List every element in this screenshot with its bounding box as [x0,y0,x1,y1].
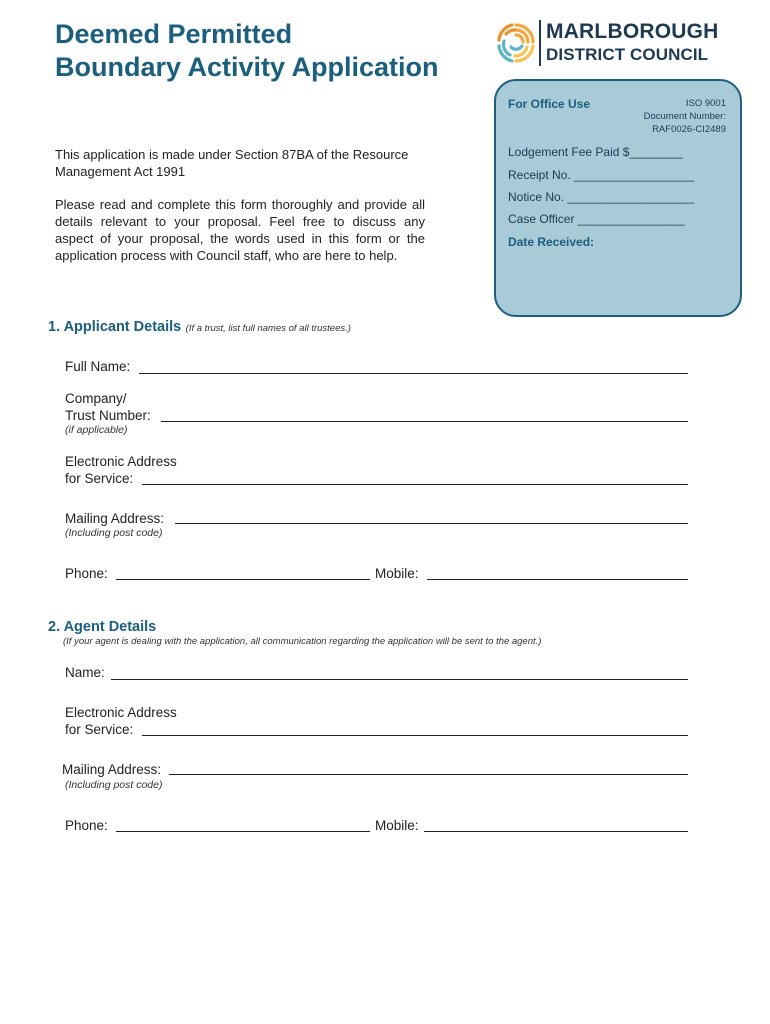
agent-mobile-label: Mobile: [375,818,419,833]
agent-mobile-input[interactable] [424,831,688,832]
doc-number: RAF0026-CI2489 [652,124,726,135]
date-received-label: Date Received: [508,235,595,249]
case-officer-field[interactable]: Case Officer ________________ [508,212,685,226]
office-use-box [494,79,742,317]
company-label-1: Company/ [65,391,127,406]
logo-divider [539,20,541,66]
agent-electronic-address-input[interactable] [142,735,688,736]
section-2-title: 2. Agent Details [48,619,157,635]
section-1-note: (If a trust, list full names of all trustees.) [185,323,351,334]
agent-name-label: Name: [65,665,105,680]
company-note: (if applicable) [65,424,128,436]
iso-label: ISO 9001 [685,98,726,109]
mobile-input[interactable] [427,579,688,580]
mailing-address-note: (Including post code) [65,527,163,539]
logo-line-1: MARLBOROUGH [546,20,719,43]
notice-number-field[interactable]: Notice No. ___________________ [508,190,695,204]
full-name-input[interactable] [139,373,688,374]
intro-paragraph-2: Please read and complete this form thoroughly and provide all details relevant to your proposal. Feel free to discuss any aspect of your proposal, the words used in this form or the application process with Council staff, who are here to help. [55,197,425,263]
iso-info [644,97,726,136]
section-1-heading [48,318,351,336]
intro-paragraph-1: This application is made under Section 87BA of the Resource Management Act 1991 [55,147,409,179]
agent-name-input[interactable] [111,679,688,680]
section-1-title: 1. Applicant Details [48,319,182,335]
full-name-label: Full Name: [65,359,131,374]
office-use-heading: For Office Use [508,97,591,111]
marlborough-sun-logo-icon [496,19,536,67]
section-2-note: (If your agent is dealing with the application, all communication regarding the application will be sent to the agent.) [63,636,542,647]
agent-electronic-address-label-2: for Service: [65,722,134,737]
logo-line-2: DISTRICT COUNCIL [546,45,709,64]
title-line-1: Deemed Permitted [55,19,293,49]
electronic-address-label-2: for Service: [65,471,134,486]
electronic-address-label-1: Electronic Address [65,454,177,469]
logo-wordmark [546,20,719,66]
electronic-address-input[interactable] [142,484,688,485]
mailing-address-label: Mailing Address: [65,511,165,526]
agent-mailing-address-note: (Including post code) [65,779,163,791]
company-input[interactable] [161,421,688,422]
receipt-number-field[interactable]: Receipt No. __________________ [508,168,695,182]
doc-number-label: Document Number: [643,111,726,122]
mobile-label: Mobile: [375,566,419,581]
agent-phone-input[interactable] [116,831,370,832]
agent-electronic-address-label-1: Electronic Address [65,705,177,720]
page-title [55,18,439,84]
mailing-address-input[interactable] [175,523,688,524]
phone-input[interactable] [116,579,370,580]
lodgement-fee-field[interactable]: Lodgement Fee Paid $________ [508,145,683,159]
council-logo [496,18,736,68]
title-line-2: Boundary Activity Application [55,52,439,82]
agent-mailing-address-label: Mailing Address: [62,762,162,777]
phone-label: Phone: [65,566,108,581]
agent-mailing-address-input[interactable] [169,774,688,775]
agent-phone-label: Phone: [65,818,108,833]
company-label-2: Trust Number: [65,408,151,423]
